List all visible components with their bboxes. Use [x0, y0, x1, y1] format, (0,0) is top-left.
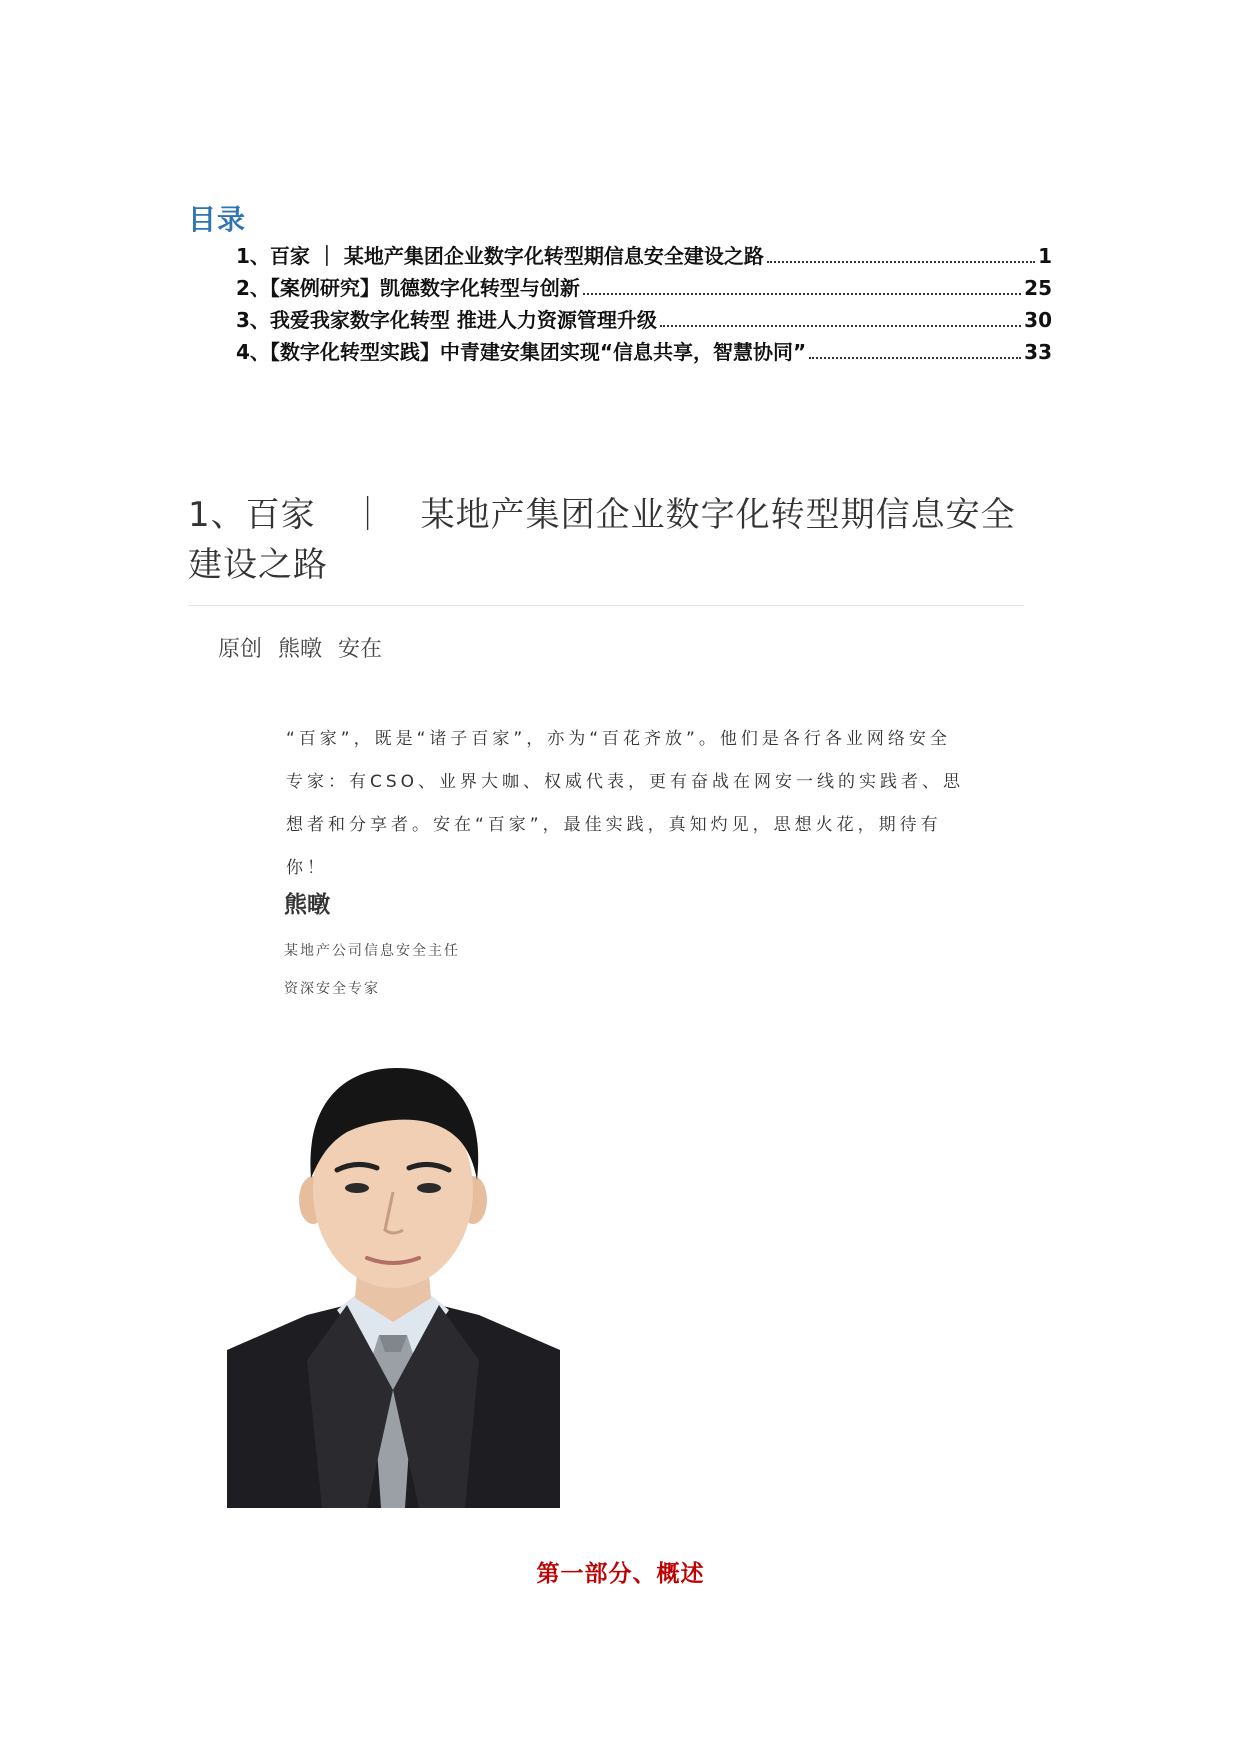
article-title: 1、百家 ｜ 某地产集团企业数字化转型期信息安全建设之路: [188, 495, 1016, 585]
toc-leader-dots: [660, 325, 1021, 327]
author-subtitle: 资深安全专家: [284, 981, 380, 997]
toc-entry-page: 33: [1024, 340, 1052, 364]
author-portrait: [227, 1060, 560, 1508]
toc-entry-text: 1、百家 ｜ 某地产集团企业数字化转型期信息安全建设之路: [236, 244, 764, 268]
table-of-contents: [236, 240, 1052, 368]
toc-entry-text: 3、我爱我家数字化转型 推进人力资源管理升级: [236, 308, 657, 332]
title-divider: [188, 605, 1024, 606]
author-title: 某地产公司信息安全主任: [284, 943, 460, 959]
toc-entry-text: 4、【数字化转型实践】中青建安集团实现“信息共享，智慧协同”: [236, 340, 807, 364]
toc-entry[interactable]: [236, 304, 1052, 336]
toc-title: 目录: [188, 203, 247, 236]
toc-leader-dots: [809, 357, 1021, 359]
toc-entry-page: 1: [1038, 244, 1052, 268]
article-type-label: 原创: [218, 637, 263, 662]
article-meta: [218, 632, 382, 663]
toc-leader-dots: [767, 261, 1035, 263]
toc-entry-text: 2、【案例研究】凯德数字化转型与创新: [236, 276, 580, 300]
toc-entry[interactable]: [236, 240, 1052, 272]
toc-entry-page: 25: [1024, 276, 1052, 300]
author-name: 熊暾: [284, 892, 330, 918]
intro-paragraph: “百家”，既是“诸子百家”，亦为“百花齐放”。他们是各行各业网络安全专家：有CSO、业界大咖、权威代表，更有奋战在网安一线的实践者、思想者和分享者。安在“百家”，最佳实践，真知灼见，思想火花，期待有你！: [286, 729, 965, 878]
toc-entry[interactable]: [236, 336, 1052, 368]
toc-entry-page: 30: [1024, 308, 1052, 332]
section-heading: 第一部分、概述: [536, 1561, 705, 1587]
toc-leader-dots: [583, 293, 1021, 295]
article-author-link[interactable]: 熊暾: [278, 637, 323, 662]
article-source-link[interactable]: 安在: [338, 637, 383, 662]
toc-entry[interactable]: [236, 272, 1052, 304]
